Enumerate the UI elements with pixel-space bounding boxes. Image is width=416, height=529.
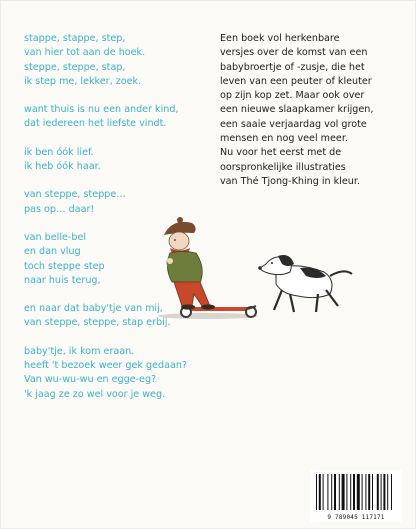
poem-line: stappe, stappe, step, xyxy=(24,33,126,44)
poem-stanza-2 xyxy=(24,103,229,132)
dog-icon xyxy=(258,255,352,312)
blurb-column xyxy=(220,32,406,189)
isbn-barcode xyxy=(310,470,402,522)
poem-line: ik step me, lekker, zoek. xyxy=(24,75,142,87)
poem-line: van hier tot aan de hoek. xyxy=(24,47,146,59)
blurb-line: oorspronkelijke illustraties xyxy=(220,161,346,173)
child-icon xyxy=(164,217,215,310)
barcode-icon xyxy=(310,470,402,514)
poem-stanza-7 xyxy=(24,345,229,402)
poem-line: Van wu-wu-wu en egge-eg? xyxy=(24,374,157,386)
poem-line: ik ben óók lief. xyxy=(24,146,94,158)
poem-line: van belle-bel xyxy=(24,231,87,243)
child-on-scooter-illustration xyxy=(148,210,358,325)
poem-line: dat iedereen het liefste vindt. xyxy=(24,118,167,130)
poem-line: pas op… daar! xyxy=(24,203,95,215)
poem-line: van steppe, steppe… xyxy=(24,189,126,201)
poem-stanza-1 xyxy=(24,32,229,89)
poem-line: van steppe, steppe, stap erbij. xyxy=(24,317,171,329)
blurb-line: Een boek vol herkenbare xyxy=(220,33,340,44)
blurb-line: babybroertje of -zusje, die het xyxy=(220,61,365,73)
blurb-line: op zijn kop zet. Maar ook over xyxy=(220,90,365,102)
poem-line: steppe, steppe, stap, xyxy=(24,61,126,73)
poem-line: naar huis terug, xyxy=(24,274,101,286)
poem-line: baby'tje, ik kom eraan. xyxy=(24,345,135,357)
blurb-line: een nieuwe slaapkamer krijgen, xyxy=(220,104,374,116)
blurb-line: leven van een peuter of kleuter xyxy=(220,75,372,87)
poem-line: 'k jaag ze zo wel voor je weg. xyxy=(24,388,166,400)
ground-shadow xyxy=(158,313,258,319)
poem-line: heeft 't bezoek weer gek gedaan? xyxy=(24,360,188,372)
poem-line: ik heb óók haar. xyxy=(24,161,101,173)
blurb-line: van Thé Tjong-Khing in kleur. xyxy=(220,175,360,187)
poem-stanza-3 xyxy=(24,146,229,175)
poem-line: en dan vlug xyxy=(24,246,81,258)
poem-line: want thuis is nu een ander kind, xyxy=(24,104,179,116)
blurb-line: versjes over de komst van een xyxy=(220,47,368,59)
blurb-line: Nu voor het eerst met de xyxy=(220,147,342,159)
poem-line: en naar dat baby'tje van mij, xyxy=(24,303,163,315)
blurb-line: een saaie verjaardag vol grote xyxy=(220,118,367,130)
poem-line: toch steppe step xyxy=(24,260,105,272)
blurb-line: mensen en nog veel meer. xyxy=(220,133,348,145)
barcode-digits: 9 789045 117171 xyxy=(327,514,385,521)
